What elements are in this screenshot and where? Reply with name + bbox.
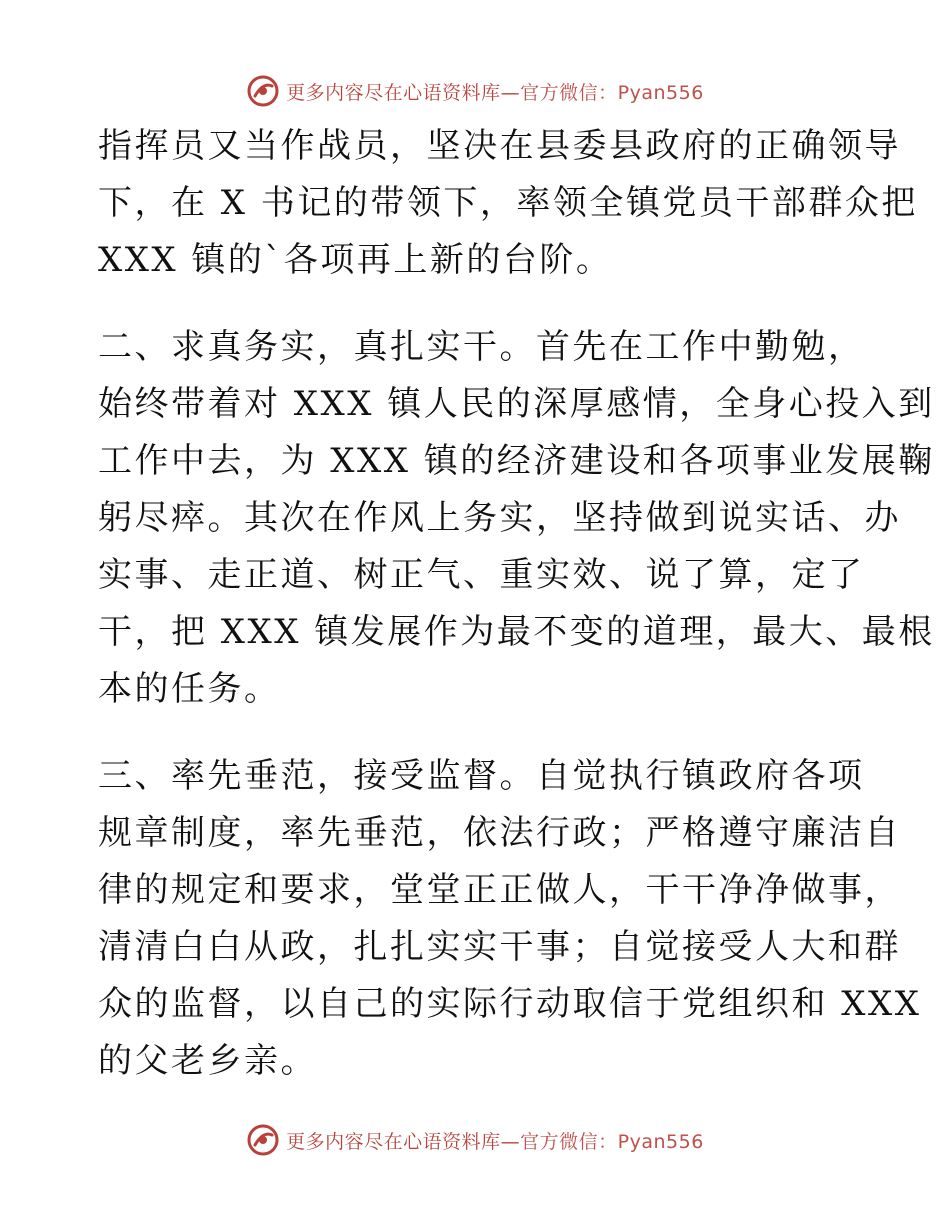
separator: — [500, 81, 521, 104]
header-text [286, 78, 704, 105]
contact-text: 官方微信：Pyan556 [520, 81, 704, 104]
text-line: XXX 镇的`各项再上新的台阶。 [98, 240, 613, 280]
text-line: 规章制度，率先垂范，依法行政；严格遵守廉洁自 [98, 813, 901, 853]
document-body [98, 118, 935, 1090]
contact-text: 官方微信：Pyan556 [520, 1130, 704, 1153]
text-line: 躬尽瘁。其次在作风上务实，坚持做到说实话、办 [98, 498, 901, 538]
text-line: 众的监督，以自己的实际行动取信于党组织和 XXX [98, 984, 922, 1024]
footer-banner [0, 1118, 950, 1162]
red-circular-emblem-icon [246, 1123, 280, 1157]
text-line: 三、率先垂范，接受监督。自觉执行镇政府各项 [98, 756, 865, 796]
brand-text: 更多内容尽在心语资料库 [286, 81, 501, 104]
red-circular-emblem-icon [246, 74, 280, 108]
paragraph-3 [98, 748, 922, 1090]
separator: — [500, 1130, 521, 1153]
text-line: 指挥员又当作战员，坚决在县委县政府的正确领导 [98, 126, 901, 166]
text-line: 的父老乡亲。 [98, 1041, 317, 1081]
text-line: 始终带着对 XXX 镇人民的深厚感情，全身心投入到 [98, 384, 935, 424]
header-banner [0, 69, 950, 113]
text-line: 实事、走正道、树正气、重实效、说了算，定了 [98, 555, 865, 595]
footer-text [286, 1127, 704, 1154]
paragraph-2 [98, 319, 935, 718]
text-line: 工作中去，为 XXX 镇的经济建设和各项事业发展鞠 [98, 441, 935, 481]
text-line: 干，把 XXX 镇发展作为最不变的道理，最大、最根 [98, 612, 935, 652]
text-line: 律的规定和要求，堂堂正正做人，干干净净做事， [98, 870, 901, 910]
text-line: 清清白白从政，扎扎实实干事；自觉接受人大和群 [98, 927, 901, 967]
text-line: 本的任务。 [98, 669, 281, 709]
paragraph-1 [98, 118, 918, 289]
text-line: 下，在 X 书记的带领下，率领全镇党员干部群众把 [98, 183, 918, 223]
text-line: 二、求真务实，真扎实干。首先在工作中勤勉， [98, 327, 865, 367]
brand-text: 更多内容尽在心语资料库 [286, 1130, 501, 1153]
